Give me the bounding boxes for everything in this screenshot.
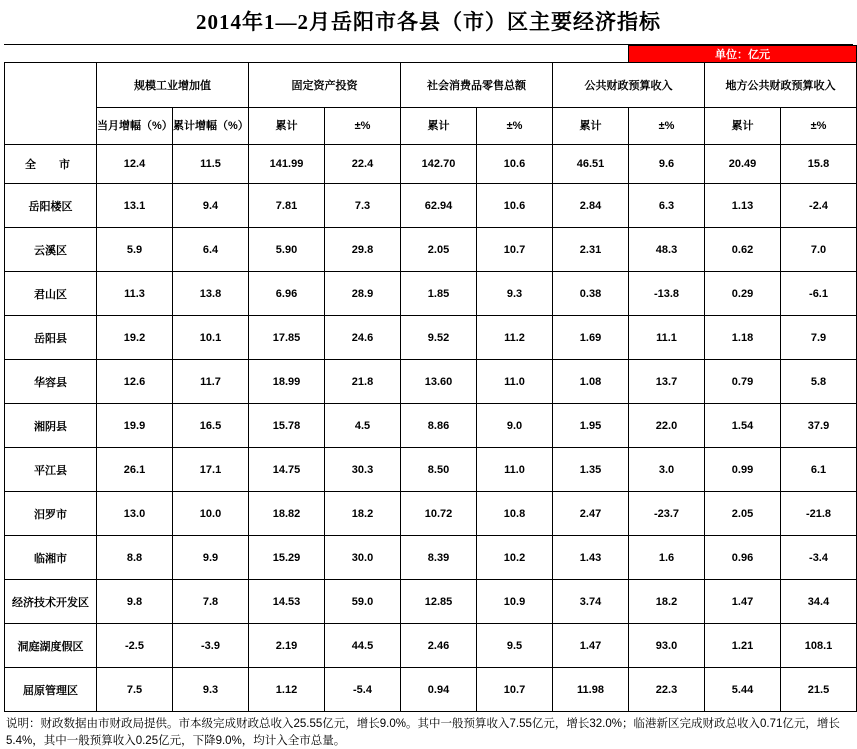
table-row	[5, 272, 857, 316]
cell-value: 1.43	[553, 536, 629, 580]
header-group-retail: 社会消费品零售总额	[401, 63, 553, 108]
cell-value: 12.6	[97, 360, 173, 404]
cell-value: 10.6	[477, 184, 553, 228]
cell-value: 5.90	[249, 228, 325, 272]
row-label: 经济技术开发区	[5, 580, 97, 624]
header-sub-industry-cumulative: 累计增幅（%）	[173, 108, 249, 145]
header-sub-local-cumulative: 累计	[705, 108, 781, 145]
cell-value: 24.6	[325, 316, 401, 360]
cell-value: 8.50	[401, 448, 477, 492]
cell-value: 11.1	[629, 316, 705, 360]
unit-spacer-2	[553, 46, 629, 63]
cell-value: 22.4	[325, 145, 401, 184]
cell-value: 17.85	[249, 316, 325, 360]
cell-value: 48.3	[629, 228, 705, 272]
cell-value: 142.70	[401, 145, 477, 184]
cell-value: 29.8	[325, 228, 401, 272]
cell-value: 2.47	[553, 492, 629, 536]
cell-value: 0.38	[553, 272, 629, 316]
table-row	[5, 492, 857, 536]
cell-value: 37.9	[781, 404, 857, 448]
cell-value: 13.7	[629, 360, 705, 404]
cell-value: 1.47	[705, 580, 781, 624]
cell-value: 0.29	[705, 272, 781, 316]
cell-value: 2.05	[705, 492, 781, 536]
cell-value: 8.86	[401, 404, 477, 448]
cell-value: 5.9	[97, 228, 173, 272]
cell-value: 10.9	[477, 580, 553, 624]
cell-value: 9.52	[401, 316, 477, 360]
cell-value: 19.9	[97, 404, 173, 448]
table-note: 说明：财政数据由市财政局提供。市本级完成财政总收入25.55亿元，增长9.0%。其中一般预算收入7.55亿元，增长32.0%；临港新区完成财政总收入0.71亿元，增长5.4%，其中一般预算收入0.25亿元，下降9.0%，均计入全市总量。	[6, 718, 840, 747]
table-row	[5, 536, 857, 580]
cell-value: 108.1	[781, 624, 857, 668]
cell-value: 17.1	[173, 448, 249, 492]
cell-value: 10.2	[477, 536, 553, 580]
table-row	[5, 228, 857, 272]
cell-value: 21.5	[781, 668, 857, 712]
cell-value: 44.5	[325, 624, 401, 668]
page-title: 2014年1—2月岳阳市各县（市）区主要经济指标	[196, 10, 661, 34]
row-label: 湘阴县	[5, 404, 97, 448]
cell-value: 2.05	[401, 228, 477, 272]
cell-value: 1.12	[249, 668, 325, 712]
header-group-local-finance: 地方公共财政预算收入	[705, 63, 857, 108]
cell-value: 11.0	[477, 360, 553, 404]
header-sub-public-cumulative: 累计	[553, 108, 629, 145]
cell-value: 30.0	[325, 536, 401, 580]
table-row	[5, 404, 857, 448]
cell-value: 34.4	[781, 580, 857, 624]
unit-row	[5, 46, 857, 63]
cell-value: 93.0	[629, 624, 705, 668]
cell-value: 11.0	[477, 448, 553, 492]
cell-value: 28.9	[325, 272, 401, 316]
cell-value: 62.94	[401, 184, 477, 228]
cell-value: 59.0	[325, 580, 401, 624]
row-label: 洞庭湖度假区	[5, 624, 97, 668]
cell-value: 7.0	[781, 228, 857, 272]
cell-value: 0.99	[705, 448, 781, 492]
cell-value: 11.5	[173, 145, 249, 184]
cell-value: 14.53	[249, 580, 325, 624]
header-sub-public-change: ±%	[629, 108, 705, 145]
cell-value: 1.54	[705, 404, 781, 448]
cell-value: 11.2	[477, 316, 553, 360]
cell-value: 3.0	[629, 448, 705, 492]
cell-value: 1.6	[629, 536, 705, 580]
cell-value: 10.6	[477, 145, 553, 184]
header-group-investment: 固定资产投资	[249, 63, 401, 108]
cell-value: 9.6	[629, 145, 705, 184]
row-label: 屈原管理区	[5, 668, 97, 712]
cell-value: 4.5	[325, 404, 401, 448]
table-row	[5, 624, 857, 668]
header-sub-retail-cumulative: 累计	[401, 108, 477, 145]
cell-value: 7.5	[97, 668, 173, 712]
cell-value: 1.13	[705, 184, 781, 228]
table-row	[5, 448, 857, 492]
cell-value: 8.39	[401, 536, 477, 580]
cell-value: 5.8	[781, 360, 857, 404]
cell-value: 21.8	[325, 360, 401, 404]
row-label: 岳阳楼区	[5, 184, 97, 228]
cell-value: 46.51	[553, 145, 629, 184]
cell-value: 1.47	[553, 624, 629, 668]
cell-value: -21.8	[781, 492, 857, 536]
header-corner	[5, 63, 97, 145]
cell-value: 1.08	[553, 360, 629, 404]
table-row	[5, 316, 857, 360]
cell-value: -5.4	[325, 668, 401, 712]
cell-value: 9.4	[173, 184, 249, 228]
row-label: 临湘市	[5, 536, 97, 580]
cell-value: 13.1	[97, 184, 173, 228]
cell-value: 9.0	[477, 404, 553, 448]
cell-value: 18.2	[325, 492, 401, 536]
cell-value: 8.8	[97, 536, 173, 580]
cell-value: 9.9	[173, 536, 249, 580]
cell-value: 14.75	[249, 448, 325, 492]
cell-value: 9.3	[173, 668, 249, 712]
cell-value: 26.1	[97, 448, 173, 492]
cell-value: 0.62	[705, 228, 781, 272]
cell-value: 1.95	[553, 404, 629, 448]
cell-value: 13.60	[401, 360, 477, 404]
cell-value: 22.0	[629, 404, 705, 448]
row-label: 岳阳县	[5, 316, 97, 360]
cell-value: -3.4	[781, 536, 857, 580]
table-row	[5, 360, 857, 404]
cell-value: 11.7	[173, 360, 249, 404]
cell-value: 0.79	[705, 360, 781, 404]
header-sub-industry-month: 当月增幅（%）	[97, 108, 173, 145]
cell-value: 3.74	[553, 580, 629, 624]
cell-value: 0.96	[705, 536, 781, 580]
cell-value: 13.8	[173, 272, 249, 316]
cell-value: 15.78	[249, 404, 325, 448]
cell-value: 12.4	[97, 145, 173, 184]
cell-value: -23.7	[629, 492, 705, 536]
cell-value: 18.2	[629, 580, 705, 624]
cell-value: -13.8	[629, 272, 705, 316]
table-row	[5, 580, 857, 624]
header-sub-investment-change: ±%	[325, 108, 401, 145]
cell-value: 15.8	[781, 145, 857, 184]
cell-value: 15.29	[249, 536, 325, 580]
cell-value: 16.5	[173, 404, 249, 448]
cell-value: 7.9	[781, 316, 857, 360]
row-label: 平江县	[5, 448, 97, 492]
cell-value: 6.4	[173, 228, 249, 272]
cell-value: 1.69	[553, 316, 629, 360]
cell-value: 10.8	[477, 492, 553, 536]
cell-value: -3.9	[173, 624, 249, 668]
row-label: 汨罗市	[5, 492, 97, 536]
table-row	[5, 668, 857, 712]
unit-badge: 单位：亿元	[629, 46, 857, 63]
cell-value: -2.4	[781, 184, 857, 228]
cell-value: 2.84	[553, 184, 629, 228]
header-sub-investment-cumulative: 累计	[249, 108, 325, 145]
cell-value: 18.99	[249, 360, 325, 404]
cell-value: 19.2	[97, 316, 173, 360]
cell-value: 9.3	[477, 272, 553, 316]
cell-value: 20.49	[705, 145, 781, 184]
cell-value: 2.19	[249, 624, 325, 668]
cell-value: 22.3	[629, 668, 705, 712]
cell-value: 2.46	[401, 624, 477, 668]
cell-value: 11.98	[553, 668, 629, 712]
header-group-row	[5, 63, 857, 108]
header-sub-row	[5, 108, 857, 145]
cell-value: 7.3	[325, 184, 401, 228]
cell-value: 12.85	[401, 580, 477, 624]
cell-value: 18.82	[249, 492, 325, 536]
cell-value: 2.31	[553, 228, 629, 272]
cell-value: 13.0	[97, 492, 173, 536]
cell-value: 1.21	[705, 624, 781, 668]
cell-value: 10.1	[173, 316, 249, 360]
row-label: 全 市	[5, 145, 97, 184]
cell-value: 10.7	[477, 668, 553, 712]
row-label: 云溪区	[5, 228, 97, 272]
cell-value: 10.72	[401, 492, 477, 536]
cell-value: -6.1	[781, 272, 857, 316]
header-sub-local-change: ±%	[781, 108, 857, 145]
cell-value: 9.8	[97, 580, 173, 624]
cell-value: 141.99	[249, 145, 325, 184]
cell-value: 7.81	[249, 184, 325, 228]
header-group-industry: 规模工业增加值	[97, 63, 249, 108]
cell-value: 10.7	[477, 228, 553, 272]
unit-spacer	[5, 46, 553, 63]
cell-value: 30.3	[325, 448, 401, 492]
cell-value: 6.1	[781, 448, 857, 492]
cell-value: 9.5	[477, 624, 553, 668]
table-row	[5, 184, 857, 228]
table-row-total	[5, 145, 857, 184]
cell-value: 11.3	[97, 272, 173, 316]
cell-value: 10.0	[173, 492, 249, 536]
row-label: 华容县	[5, 360, 97, 404]
row-label: 君山区	[5, 272, 97, 316]
cell-value: 5.44	[705, 668, 781, 712]
cell-value: 7.8	[173, 580, 249, 624]
cell-value: 1.85	[401, 272, 477, 316]
cell-value: 0.94	[401, 668, 477, 712]
header-sub-retail-change: ±%	[477, 108, 553, 145]
cell-value: 1.18	[705, 316, 781, 360]
cell-value: -2.5	[97, 624, 173, 668]
cell-value: 6.96	[249, 272, 325, 316]
header-group-public-finance: 公共财政预算收入	[553, 63, 705, 108]
economic-indicators-table	[4, 45, 857, 712]
cell-value: 6.3	[629, 184, 705, 228]
cell-value: 1.35	[553, 448, 629, 492]
